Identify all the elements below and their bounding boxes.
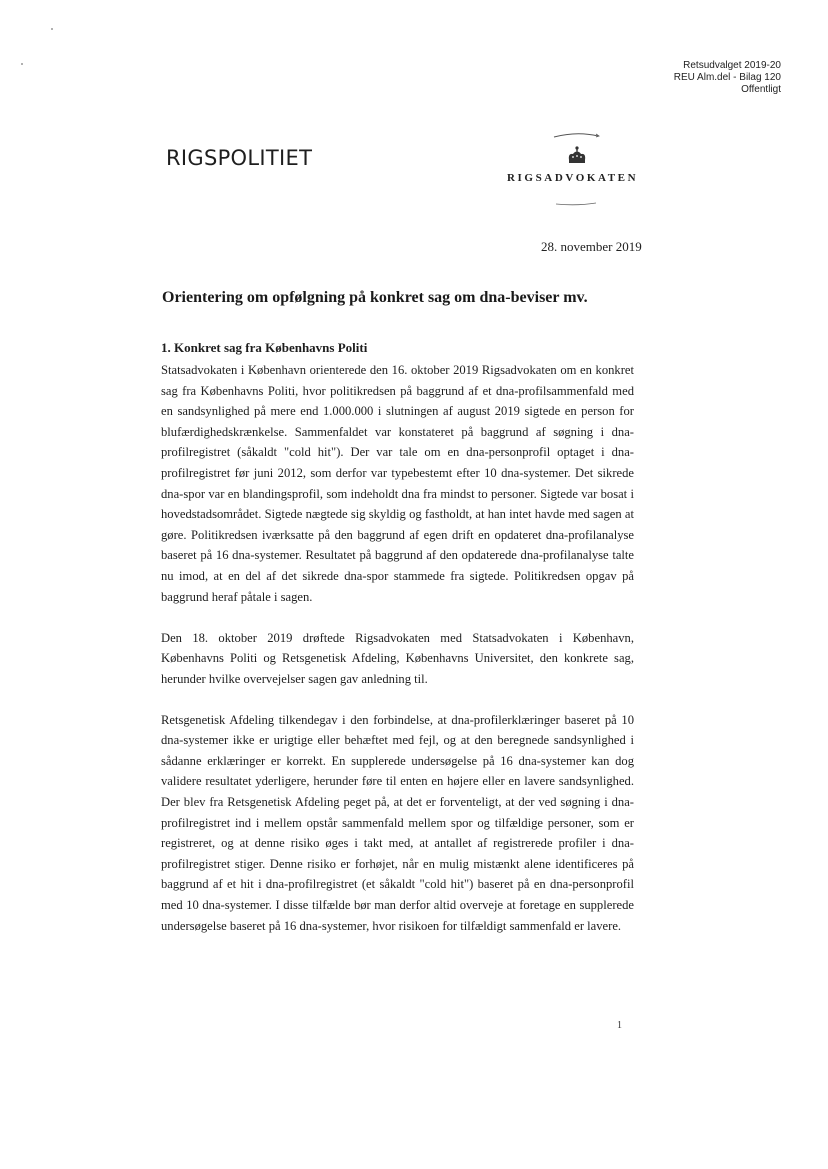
stamp-reference: REU Alm.del - Bilag 120 <box>673 72 781 83</box>
body-paragraph: Statsadvokaten i København orienterede den 16. oktober 2019 Rigsadvokaten om en konkret sag fra Københavns Politi, hvor politikredsen på baggrund af et dna-profilsammenfald med en sandsynlighed på mere end 1.000.000 i slutningen af august 2019 sigtede en person for blufærdighedskrænkelse. Sammenfaldet var konstateret på baggrund af søgning i dna-profilregistret (såkaldt "cold hit"). Der var tale om en dna-personprofil optaget i dna-profilregistret før juni 2012, som derfor var typebestemt efter 10 dna-systemer. Det sikrede dna-spor var en blandingsprofil, som indeholdt dna fra mindst to personer. Sigtede var bosat i hovedstadsområdet. Sigtede nægtede sig skyldig og fastholdt, at han intet havde med sagen at gøre. Politikredsen iværksatte på den baggrund af egen drift en opdateret dna-profilanalyse baseret på 16 dna-systemer. Resultatet på baggrund af den opdaterede dna-profilanalyse talte nu imod, at en del af det sikrede dna-spor stammede fra sigtede. Politikredsen opgav på baggrund heraf påtale i sagen. <box>161 363 634 604</box>
document-body <box>161 338 634 957</box>
swoosh-bottom-icon <box>552 200 602 208</box>
page-number: 1 <box>617 1020 622 1031</box>
rigspolitiet-logo: RIGSPOLITIET <box>166 146 313 170</box>
rigsadvokaten-logo <box>502 126 652 211</box>
body-paragraph: Den 18. oktober 2019 drøftede Rigsadvokaten med Statsadvokaten i København, Københavns Politi og Retsgenetisk Afdeling, Københavns Universitet, den konkrete sag, herunder hvilke overvejelser sagen gav anledning til. <box>161 630 634 686</box>
document-title: Orientering om opfølgning på konkret sag om dna-beviser mv. <box>162 289 588 306</box>
stamp-status: Offentligt <box>741 84 781 95</box>
scan-speck <box>21 63 23 65</box>
body-paragraph: Retsgenetisk Afdeling tilkendegav i den forbindelse, at dna-profilerklæringer baseret på 10 dna-systemer ikke er urigtige eller behæftet med fejl, og at den beregnede sandsynlighed i sådanne erklæringer er korrekt. En supplerede undersøgelse på 16 dna-systemer kan dog validere resultatet yderligere, herunder føre til enten en højere eller en lavere sandsynlighed. Der blev fra Retsgenetisk Afdeling peget på, at det er forventeligt, at der ved søgning i dna-profilregistret ind i mellem opstår sammenfald mellem spor og tilfældige personer, som er registreret, og at denne risiko øges i takt med, at antallet af registrerede profiler i dna-profilregistret stiger. Denne risiko er forhøjet, når en mulig mistænkt alene identificeres på baggrund af et hit i dna-profilregistret (et såkaldt "cold hit") baseret på en dna-personprofil med 10 dna-systemer. I disse tilfælde bør man derfor altid overveje at foretage en supplerede undersøgelse baseret på 16 dna-systemer, hvor risikoen for tilfældigt sammenfald er lavere. <box>161 712 634 933</box>
document-date: 28. november 2019 <box>541 239 642 254</box>
stamp-committee: Retsudvalget 2019-20 <box>683 60 781 71</box>
crown-icon <box>566 146 588 166</box>
document-stamp <box>674 60 781 96</box>
scan-speck <box>51 28 53 30</box>
rigsadvokaten-wordmark: RIGSADVOKATEN <box>507 172 639 184</box>
swoosh-top-icon <box>552 130 602 140</box>
section-heading: 1. Konkret sag fra Københavns Politi <box>161 340 368 355</box>
